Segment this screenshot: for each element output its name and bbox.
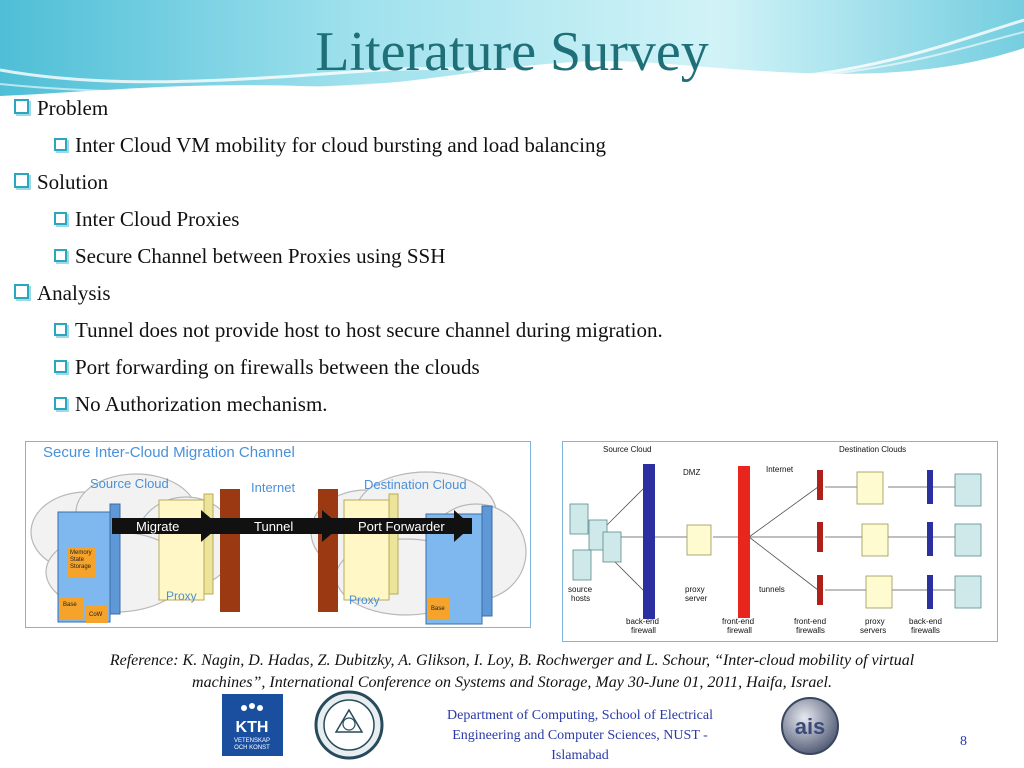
source-cloud-label: Source Cloud <box>90 476 169 491</box>
nust-seal-logo <box>314 690 384 760</box>
svg-text:Migrate: Migrate <box>136 519 180 534</box>
square-bullet-icon <box>14 173 29 188</box>
svg-text:Memory: Memory <box>70 550 92 556</box>
svg-text:firewall: firewall <box>727 626 752 635</box>
reference-citation: Reference: K. Nagin, D. Hadas, Z. Dubitzky, A. Glikson, I. Loy, B. Rochwerger and L. Schour, “Inter-cloud mobility of virtual machines”, International Conference on Systems and Storage, May 30-June 01, 2011, Haifa, Israel. <box>109 652 915 691</box>
proxy-server <box>687 525 711 555</box>
svg-text:Tunnel: Tunnel <box>254 519 294 534</box>
bullet-no-authorization: No Authorization mechanism. <box>54 391 328 417</box>
svg-text:Proxy: Proxy <box>166 589 197 603</box>
bullet-secure-channel: Secure Channel between Proxies using SSH <box>54 243 445 269</box>
page-number: 8 <box>960 734 967 749</box>
department-footer: Department of Computing, School of Electrical Engineering and Computer Sciences, NUST - Islamabad <box>447 708 713 763</box>
svg-text:server: server <box>685 594 708 603</box>
bullet-tunnel: Tunnel does not provide host to host secure channel during migration. <box>54 317 663 343</box>
svg-text:front-end: front-end <box>794 617 827 626</box>
svg-text:Proxy: Proxy <box>349 593 380 607</box>
bullet-port-forwarding: Port forwarding on firewalls between the clouds <box>54 354 480 380</box>
base-box-left <box>60 597 84 619</box>
left-diagram-title: Secure Inter-Cloud Migration Channel <box>43 444 295 461</box>
ais-logo <box>779 696 841 756</box>
svg-text:KTH: KTH <box>235 719 269 736</box>
svg-text:Internet: Internet <box>766 465 794 474</box>
svg-text:Base: Base <box>431 606 445 612</box>
svg-text:OCH KONST: OCH KONST <box>234 745 270 751</box>
proxy-right <box>344 500 389 600</box>
svg-text:source: source <box>568 585 593 594</box>
bullet-analysis: Analysis <box>14 280 111 306</box>
back-end-firewall <box>643 464 655 619</box>
square-bullet-icon <box>54 138 67 151</box>
front-end-firewall <box>738 466 750 618</box>
firewall-right <box>318 489 338 612</box>
svg-text:firewall: firewall <box>631 626 656 635</box>
svg-text:hosts: hosts <box>571 594 591 603</box>
svg-text:State: State <box>70 557 85 563</box>
destination-cloud-label: Destination Cloud <box>364 477 467 492</box>
svg-text:back-end: back-end <box>626 617 659 626</box>
square-bullet-icon <box>54 397 67 410</box>
svg-text:DMZ: DMZ <box>683 468 701 477</box>
bullet-solution: Solution <box>14 169 108 195</box>
svg-text:back-end: back-end <box>909 617 942 626</box>
square-bullet-icon <box>54 249 67 262</box>
bullet-problem: Problem <box>14 95 108 121</box>
square-bullet-icon <box>54 323 67 336</box>
svg-text:proxy: proxy <box>865 617 885 626</box>
firewall-topology-diagram <box>562 441 998 642</box>
migration-channel-diagram <box>25 441 531 628</box>
svg-text:tunnels: tunnels <box>759 585 785 594</box>
svg-text:Base: Base <box>63 602 77 608</box>
svg-text:Port Forwarder: Port Forwarder <box>358 519 445 534</box>
svg-text:Destination Clouds: Destination Clouds <box>839 445 907 454</box>
svg-text:CoW: CoW <box>89 612 103 618</box>
svg-text:VETENSKAP: VETENSKAP <box>233 738 271 744</box>
svg-text:Source Cloud: Source Cloud <box>603 445 652 454</box>
svg-text:servers: servers <box>860 626 887 635</box>
proxy-left <box>159 500 204 600</box>
square-bullet-icon <box>54 212 67 225</box>
square-bullet-icon <box>14 284 29 299</box>
square-bullet-icon <box>54 360 67 373</box>
kth-logo <box>222 694 283 756</box>
svg-text:Storage: Storage <box>70 564 92 570</box>
firewall-left <box>220 489 240 612</box>
svg-text:firewalls: firewalls <box>911 626 940 635</box>
slide-title: Literature Survey <box>315 21 709 83</box>
svg-text:ais: ais <box>794 714 826 739</box>
svg-text:front-end: front-end <box>722 617 755 626</box>
svg-text:proxy: proxy <box>685 585 705 594</box>
svg-text:firewalls: firewalls <box>796 626 825 635</box>
bullet-inter-cloud-proxies: Inter Cloud Proxies <box>54 206 239 232</box>
square-bullet-icon <box>14 99 29 114</box>
internet-label: Internet <box>251 480 296 495</box>
bullet-vm-mobility: Inter Cloud VM mobility for cloud bursting and load balancing <box>54 132 606 158</box>
